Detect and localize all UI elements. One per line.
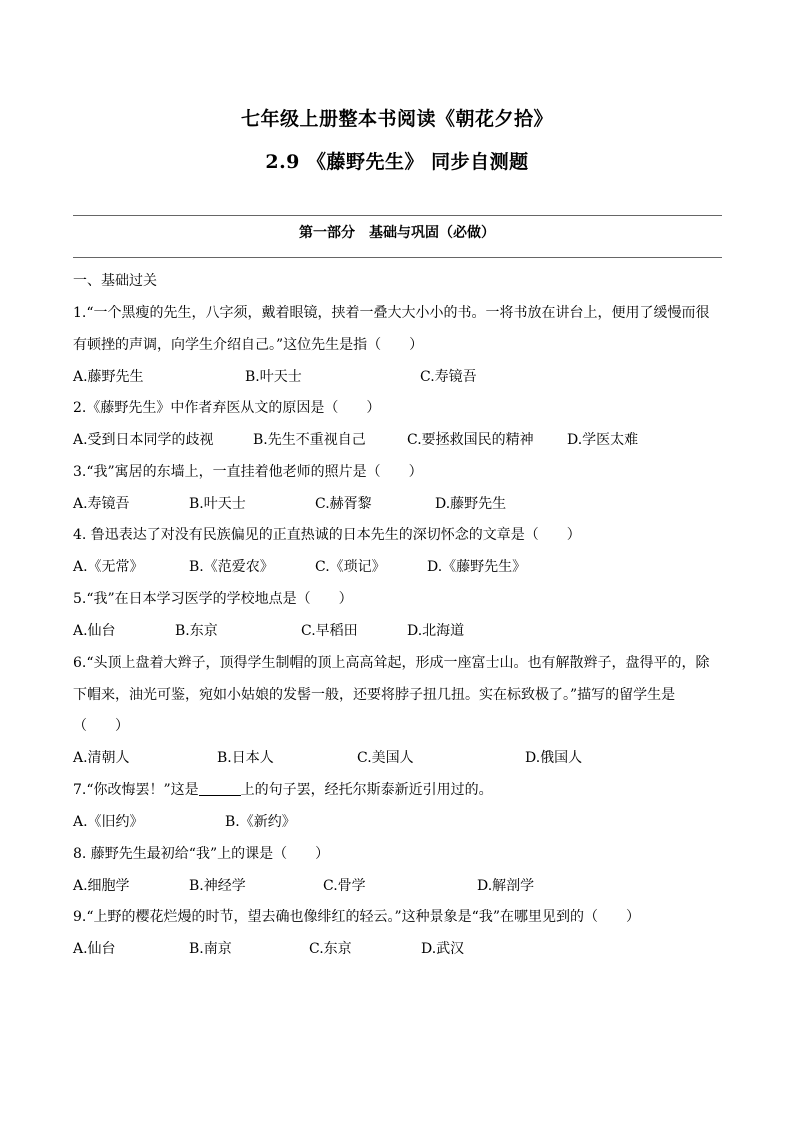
divider-top (73, 215, 722, 216)
section-heading: 一、基础过关 (73, 273, 157, 289)
divider-bottom (73, 257, 722, 258)
question-7-option-a: A.《旧约》 (73, 814, 144, 830)
question-8-option-d: D.解剖学 (477, 878, 535, 894)
question-1-option-b: B.叶天士 (245, 369, 302, 385)
question-5-option-c: C.早稻田 (301, 623, 358, 639)
question-3-option-d: D.藤野先生 (435, 496, 507, 512)
question-2-line-1: 2.《藤野先生》中作者弃医从文的原因是（ ） (73, 400, 381, 416)
document-title: 七年级上册整本书阅读《朝花夕拾》 (240, 108, 553, 130)
question-8-option-c: C.骨学 (323, 878, 366, 894)
part-title (0, 222, 794, 242)
question-3-option-c: C.赫胥黎 (315, 496, 372, 512)
question-5-option-b: B.东京 (175, 623, 218, 639)
question-4-option-d: D.《藤野先生》 (427, 559, 527, 575)
question-4-option-c: C.《琐记》 (315, 559, 386, 575)
question-8-option-a: A.细胞学 (73, 878, 130, 894)
question-9-option-b: B.南京 (189, 941, 232, 957)
question-7-text-after-blank: 上的句子罢，经托尔斯泰新近引用过的。 (240, 782, 493, 798)
question-2-option-d: D.学医太难 (567, 432, 639, 448)
question-9-line-1: 9.“上野的樱花烂熳的时节，望去确也像绯红的轻云。”这种景象是“我”在哪里见到的（ ） (73, 909, 640, 925)
question-1-line-2: 有顿挫的声调，向学生介绍自己。”这位先生是指（ ） (73, 337, 424, 353)
part-title-text: 第一部分 基础与巩固（必做） (299, 225, 495, 241)
question-8-line-1: 8. 藤野先生最初给“我”上的课是（ ） (73, 846, 330, 862)
question-2-option-c: C.要拯救国民的精神 (407, 432, 534, 448)
question-9-option-a: A.仙台 (73, 941, 116, 957)
question-1-line-1: 1.“一个黑瘦的先生，八字须，戴着眼镜，挟着一叠大大小小的书。一将书放在讲台上，便用了缓慢而很 (73, 305, 710, 321)
question-9-option-d: D.武汉 (421, 941, 465, 957)
question-1-option-c: C.寿镜吾 (420, 369, 477, 385)
question-4-option-b: B.《范爱农》 (189, 559, 274, 575)
question-6-option-b: B.日本人 (217, 750, 274, 766)
question-7-option-b: B.《新约》 (225, 814, 296, 830)
question-6-line-3: （ ） (73, 718, 129, 734)
question-6-line-2: 下帽来，油光可鉴，宛如小姑娘的发髻一般，还要将脖子扭几扭。实在标致极了。”描写的留学生是 (73, 687, 676, 703)
question-2-option-a: A.受到日本同学的歧视 (73, 432, 214, 448)
question-4-line-1: 4. 鲁迅表达了对没有民族偏见的正直热诚的日本先生的深切怀念的文章是（ ） (73, 527, 581, 543)
question-7-text-before-blank: 7.“你改悔罢！”这是 (73, 782, 199, 798)
question-6-line-1: 6.“头顶上盘着大辫子，顶得学生制帽的顶上高高耸起，形成一座富士山。也有解散辫子，盘得平的，除 (73, 655, 710, 671)
question-4-option-a: A.《无常》 (73, 559, 144, 575)
question-3-option-a: A.寿镜吾 (73, 496, 130, 512)
question-5-option-a: A.仙台 (73, 623, 116, 639)
question-7-line-1 (73, 781, 493, 799)
question-5-line-1: 5.“我”在日本学习医学的学校地点是（ ） (73, 591, 353, 607)
question-6-option-d: D.俄国人 (525, 750, 583, 766)
question-8-option-b: B.神经学 (189, 878, 246, 894)
question-6-option-c: C.美国人 (357, 750, 414, 766)
fill-in-blank (199, 781, 241, 796)
question-9-option-c: C.东京 (309, 941, 352, 957)
document-subtitle: 2.9 《藤野先生》 同步自测题 (265, 151, 529, 173)
question-2-option-b: B.先生不重视自己 (253, 432, 366, 448)
question-5-option-d: D.北海道 (407, 623, 465, 639)
question-6-option-a: A.清朝人 (73, 750, 130, 766)
question-3-option-b: B.叶天士 (189, 496, 246, 512)
question-3-line-1: 3.“我”寓居的东墙上，一直挂着他老师的照片是（ ） (73, 464, 423, 480)
question-1-option-a: A.藤野先生 (73, 369, 144, 385)
